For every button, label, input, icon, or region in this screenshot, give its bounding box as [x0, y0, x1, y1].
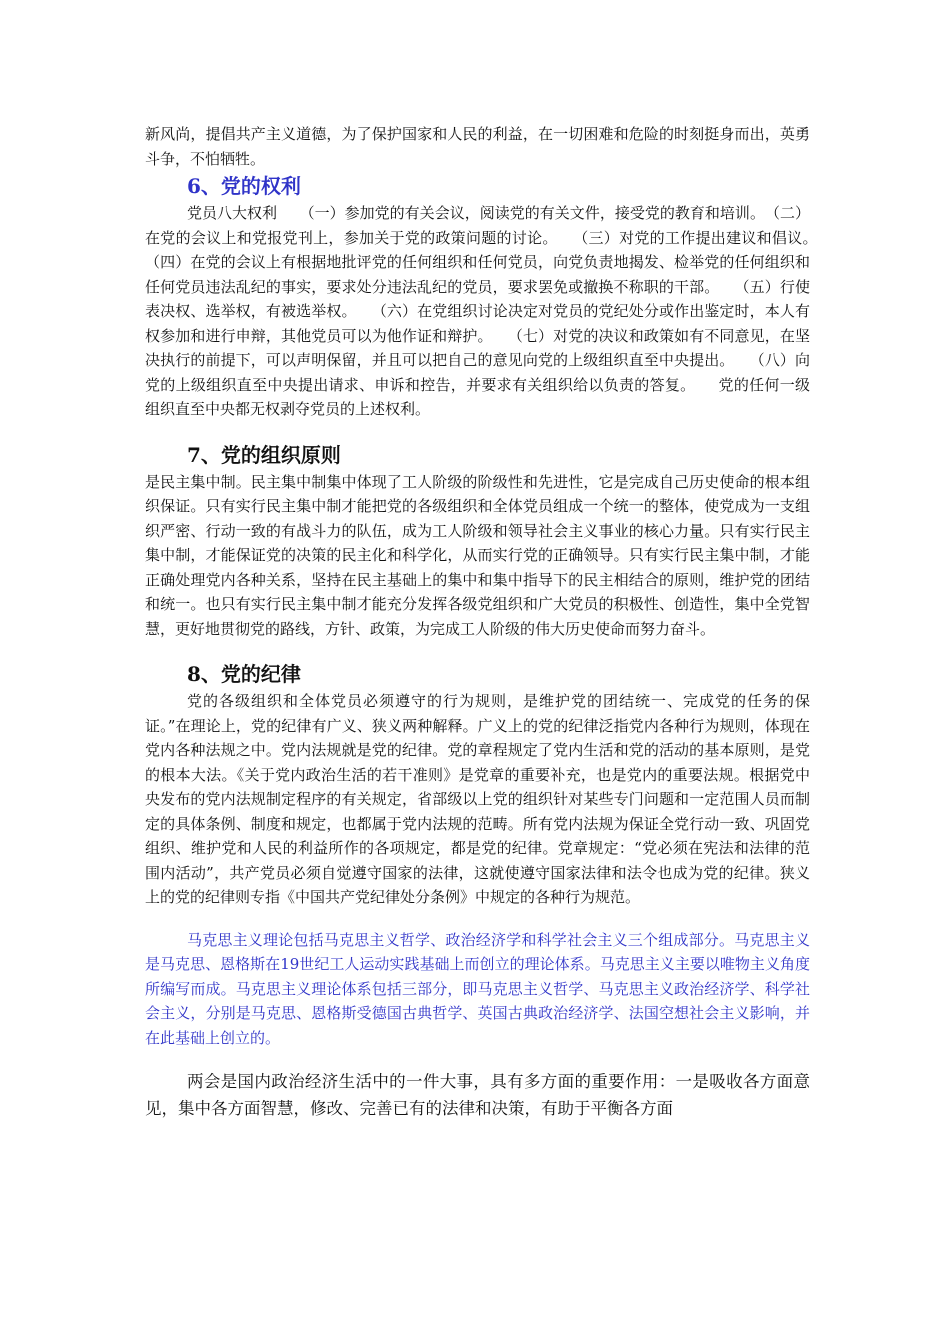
- section-8-body: 党的各级组织和全体党员必须遵守的行为规则，是维护党的团结统一、完成党的任务的保证。”在理论上，党的纪律有广义、狭义两种解释。广义上的党的纪律泛指党内各种行为规则，体现在党内各种法规之中。党内法规就是党的纪律。党的章程规定了党内生活和党的活动的基本原则，是党的根本大法。《关于党内政治生活的若干准则》是党章的重要补充，也是党内的重要法规。根据党中央发布的党内法规制定程序的有关规定，省部级以上党的组织针对某些专门问题和一定范围人员而制定的具体条例、制度和规定，也都属于党内法规的范畴。所有党内法规为保证全党行动一致、巩固党组织、维护党和人民的利益所作的各项规定，都是党的纪律。党章规定：“党必须在宪法和法律的范围内活动”，共产党员必须自觉遵守国家的法律，这就使遵守国家法律和法令也成为党的纪律。狭义上的党的纪律则专指《中国共产党纪律处分条例》中规定的各种行为规范。: [145, 692, 810, 906]
- section-7-body: 是民主集中制。民主集中制集中体现了工人阶级的阶级性和先进性，它是完成自己历史使命的根本组织保证。只有实行民主集中制才能把党的各级组织和全体党员组成一个统一的整体，使党成为一支组织严密、行动一致的有战斗力的队伍，成为工人阶级和领导社会主义事业的核心力量。只有实行民主集中制，才能保证党的决策的民主化和科学化，从而实行党的正确领导。只有实行民主集中制，才能正确处理党内各种关系，坚持在民主基础上的集中和集中指导下的民主相结合的原则，维护党的团结和统一。也只有实行民主集中制才能充分发挥各级党组织和广大党员的积极性、创造性，集中全党智慧，更好地贯彻党的路线，方针、政策，为完成工人阶级的伟大历史使命而努力奋斗。: [145, 472, 810, 638]
- spacer: [145, 641, 810, 659]
- section-discipline: [145, 659, 810, 910]
- section-rights: [145, 171, 841, 422]
- marxism-paragraph: 马克思主义理论包括马克思主义哲学、政治经济学和科学社会主义三个组成部分。马克思主义是马克思、恩格斯在19世纪工人运动实践基础上而创立的理论体系。马克思主义主要以唯物主义角度所编写而成。马克思主义理论体系包括三部分，即马克思主义哲学、马克思主义政治经济学、科学社会主义，分别是马克思、恩格斯受德国古典哲学、英国古典政治经济学、法国空想社会主义影响，并在此基础上创立的。: [145, 930, 810, 1047]
- document-page: [145, 122, 841, 1122]
- intro-paragraph: 新风尚，提倡共产主义道德，为了保护国家和人民的利益，在一切困难和危险的时刻挺身而出，英勇斗争，不怕牺牲。: [145, 125, 810, 168]
- spacer: [145, 910, 810, 928]
- section-organization: [145, 440, 810, 642]
- section-8-heading: 8、党的纪律: [187, 662, 301, 686]
- lianghui-paragraph: 两会是国内政治经济生活中的一件大事，具有多方面的重要作用：一是吸收各方面意见，集中各方面智慧，修改、完善已有的法律和决策，有助于平衡各方面: [145, 1072, 810, 1118]
- spacer: [145, 422, 810, 440]
- section-7-heading: 7、党的组织原则: [187, 442, 341, 467]
- spacer: [145, 1050, 810, 1068]
- section-6-body: 党员八大权利 （一）参加党的有关会议，阅读党的有关文件，接受党的教育和培训。 （二）在党的会议上和党报党刊上，参加关于党的政策问题的讨论。 （三）对党的工作提出建议和倡议。 （四）在党的会议上有根据地批评党的任何组织和任何党员，向党负责地揭发、检举党的任何组织和任何党员违法乱纪的事实，要求处分违法乱纪的党员，要求罢免或撤换不称职的干部。 （五）行使表决权、选举权，有被选举权。 （六）在党组织讨论决定对党员的党纪处分或作出鉴定时，本人有权参加和进行申辩，其他党员可以为他作证和辩护。 （七）对党的决议和政策如有不同意见，在坚决执行的前提下，可以声明保留，并且可以把自己的意见向党的上级组织直至中央提出。 （八）向党的上级组织直至中央提出请求、申诉和控告，并要求有关组织给以负责的答复。 党的任何一级组织直至中央都无权剥夺党员的上述权利。: [145, 204, 841, 418]
- section-6-heading: 6、党的权利: [187, 174, 301, 198]
